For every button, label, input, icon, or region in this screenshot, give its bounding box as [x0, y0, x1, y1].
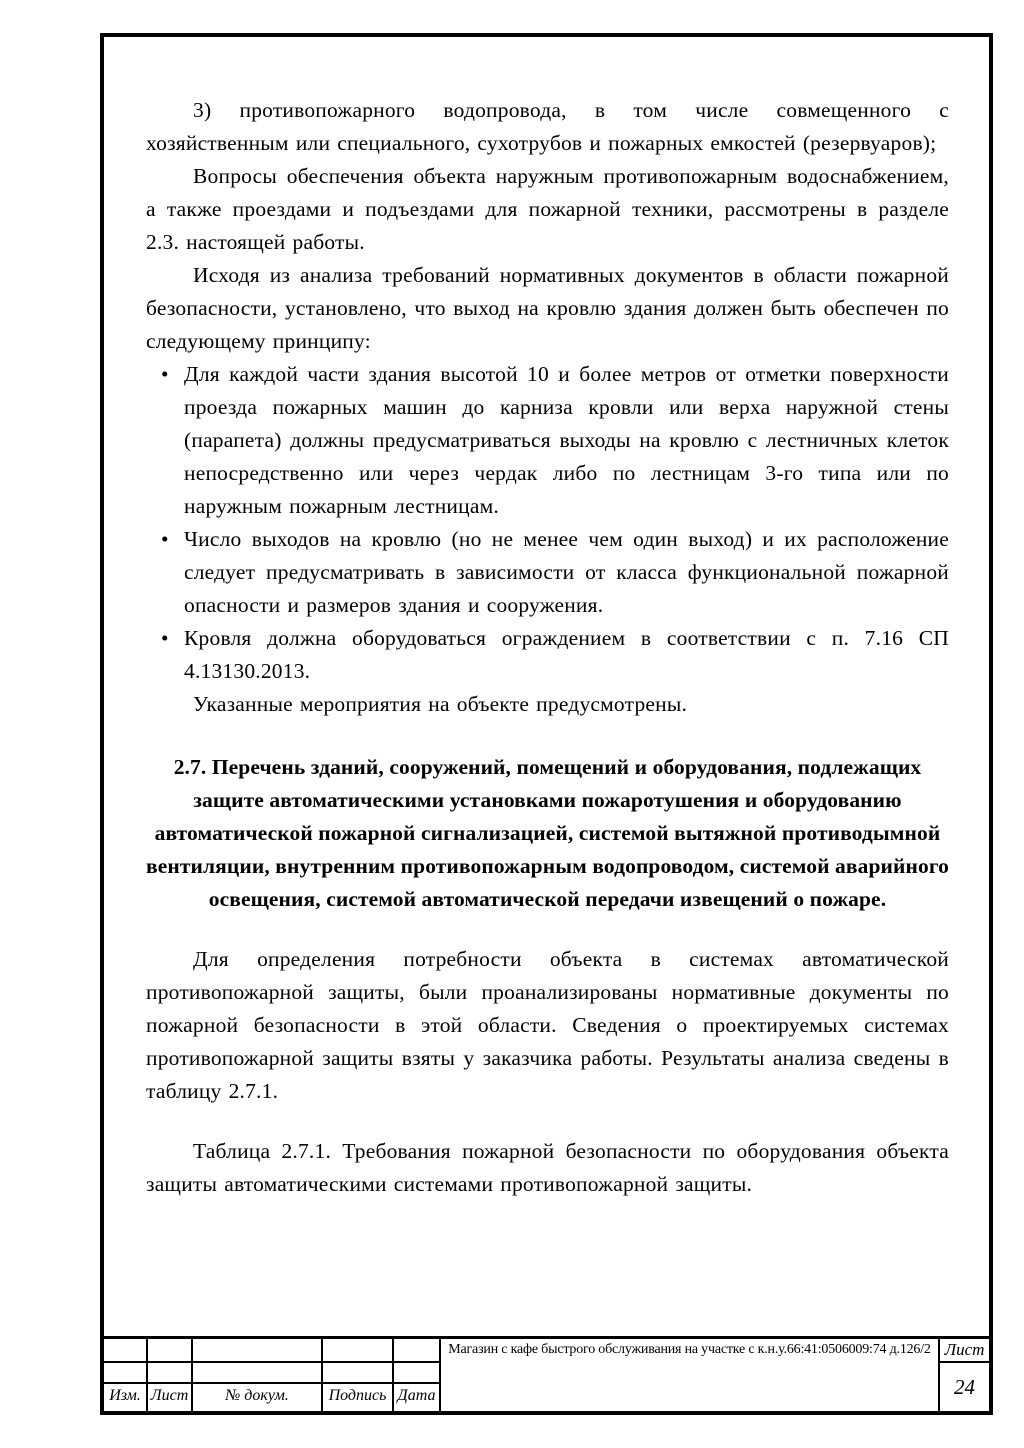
- stamp-sheet-label: Лист: [940, 1339, 989, 1363]
- bullet-item-roof-exits: • Для каждой части здания высотой 10 и более метров от отметки поверхности проезда пожарных машин до карниза кровли или верха наружной стены (парапета) должны предусматриваться выходы на кровлю с лестничных клеток непосредственно или через чердак либо по лестницам 3-го типа или по наружным пожарным лестницам.: [146, 358, 949, 523]
- paragraph-analysis: Для определения потребности объекта в системах автоматической противопожарной защиты, были проанализированы нормативные документы по пожарной безопасности в этой области. Сведения о проектируемых системах противопожарной защиты взяты у заказчика работы. Результаты анализа сведены в таблицу 2.7.1.: [146, 947, 949, 1103]
- stamp-sheet-number: 24: [954, 1374, 975, 1399]
- stamp-empty-cell: [323, 1363, 394, 1384]
- bullet-item-exit-count: • Число выходов на кровлю (но не менее чем один выход) и их расположение следует предусматривать в зависимости от класса функциональной пожарной опасности и размеров здания и сооружения.: [146, 523, 949, 622]
- section-heading: 2.7. Перечень зданий, сооружений, помещений и оборудования, подлежащих защите автоматическими установками пожаротушения и оборудованию автоматической пожарной сигнализацией, системой вытяжной противодымной вентиляции, внутренним противопожарным водопроводом, системой аварийного освещения, системой автоматической передачи извещений о пожаре.: [146, 755, 950, 911]
- stamp-empty-cell: [193, 1363, 323, 1384]
- stamp-empty-cell: [193, 1339, 323, 1363]
- stamp-empty-cell: [323, 1339, 394, 1363]
- table-caption: Таблица 2.7.1. Требования пожарной безопасности по оборудования объекта защиты автоматическими системами противопожарной защиты.: [146, 1139, 949, 1196]
- stamp-project-title: Магазин с кафе быстрого обслуживания на участке с к.н.у.66:41:0506009:74 д.126/2: [441, 1339, 940, 1411]
- stamp-label-podpis: Подпись: [323, 1384, 394, 1411]
- title-block: [104, 1336, 989, 1411]
- note-measures-provided: Указанные мероприятия на объекте предусмотрены.: [193, 692, 688, 716]
- stamp-empty-cell: [104, 1363, 148, 1384]
- page-content: [104, 37, 989, 1336]
- stamp-label-data: Дата: [394, 1384, 441, 1411]
- stamp-empty-cell: [394, 1363, 441, 1384]
- page-frame: [100, 33, 993, 1415]
- stamp-empty-cell: [148, 1339, 193, 1363]
- stamp-empty-cell: [104, 1339, 148, 1363]
- paragraph-water-supply: 3) противопожарного водопровода, в том числе совмещенного с хозяйственным или специального, сухотрубов и пожарных емкостей (резервуаров);: [146, 98, 949, 155]
- stamp-label-list: Лист: [148, 1384, 193, 1411]
- paragraph-roof-access-intro: Исходя из анализа требований нормативных документов в области пожарной безопасности, установлено, что выход на кровлю здания должен быть обеспечен по следующему принципу:: [146, 263, 949, 353]
- bullet-item-roof-fencing: • Кровля должна оборудоваться ограждением в соответствии с п. 7.16 СП 4.13130.2013.: [146, 622, 949, 688]
- stamp-label-izm: Изм.: [104, 1384, 148, 1411]
- stamp-empty-cell: [148, 1363, 193, 1384]
- stamp-empty-cell: [394, 1339, 441, 1363]
- bullet-list: [146, 358, 949, 688]
- stamp-label-dokum: № докум.: [193, 1384, 323, 1411]
- paragraph-external-supply: Вопросы обеспечения объекта наружным противопожарным водоснабжением, а также проездами и подъездами для пожарной техники, рассмотрены в разделе 2.3. настоящей работы.: [146, 164, 949, 254]
